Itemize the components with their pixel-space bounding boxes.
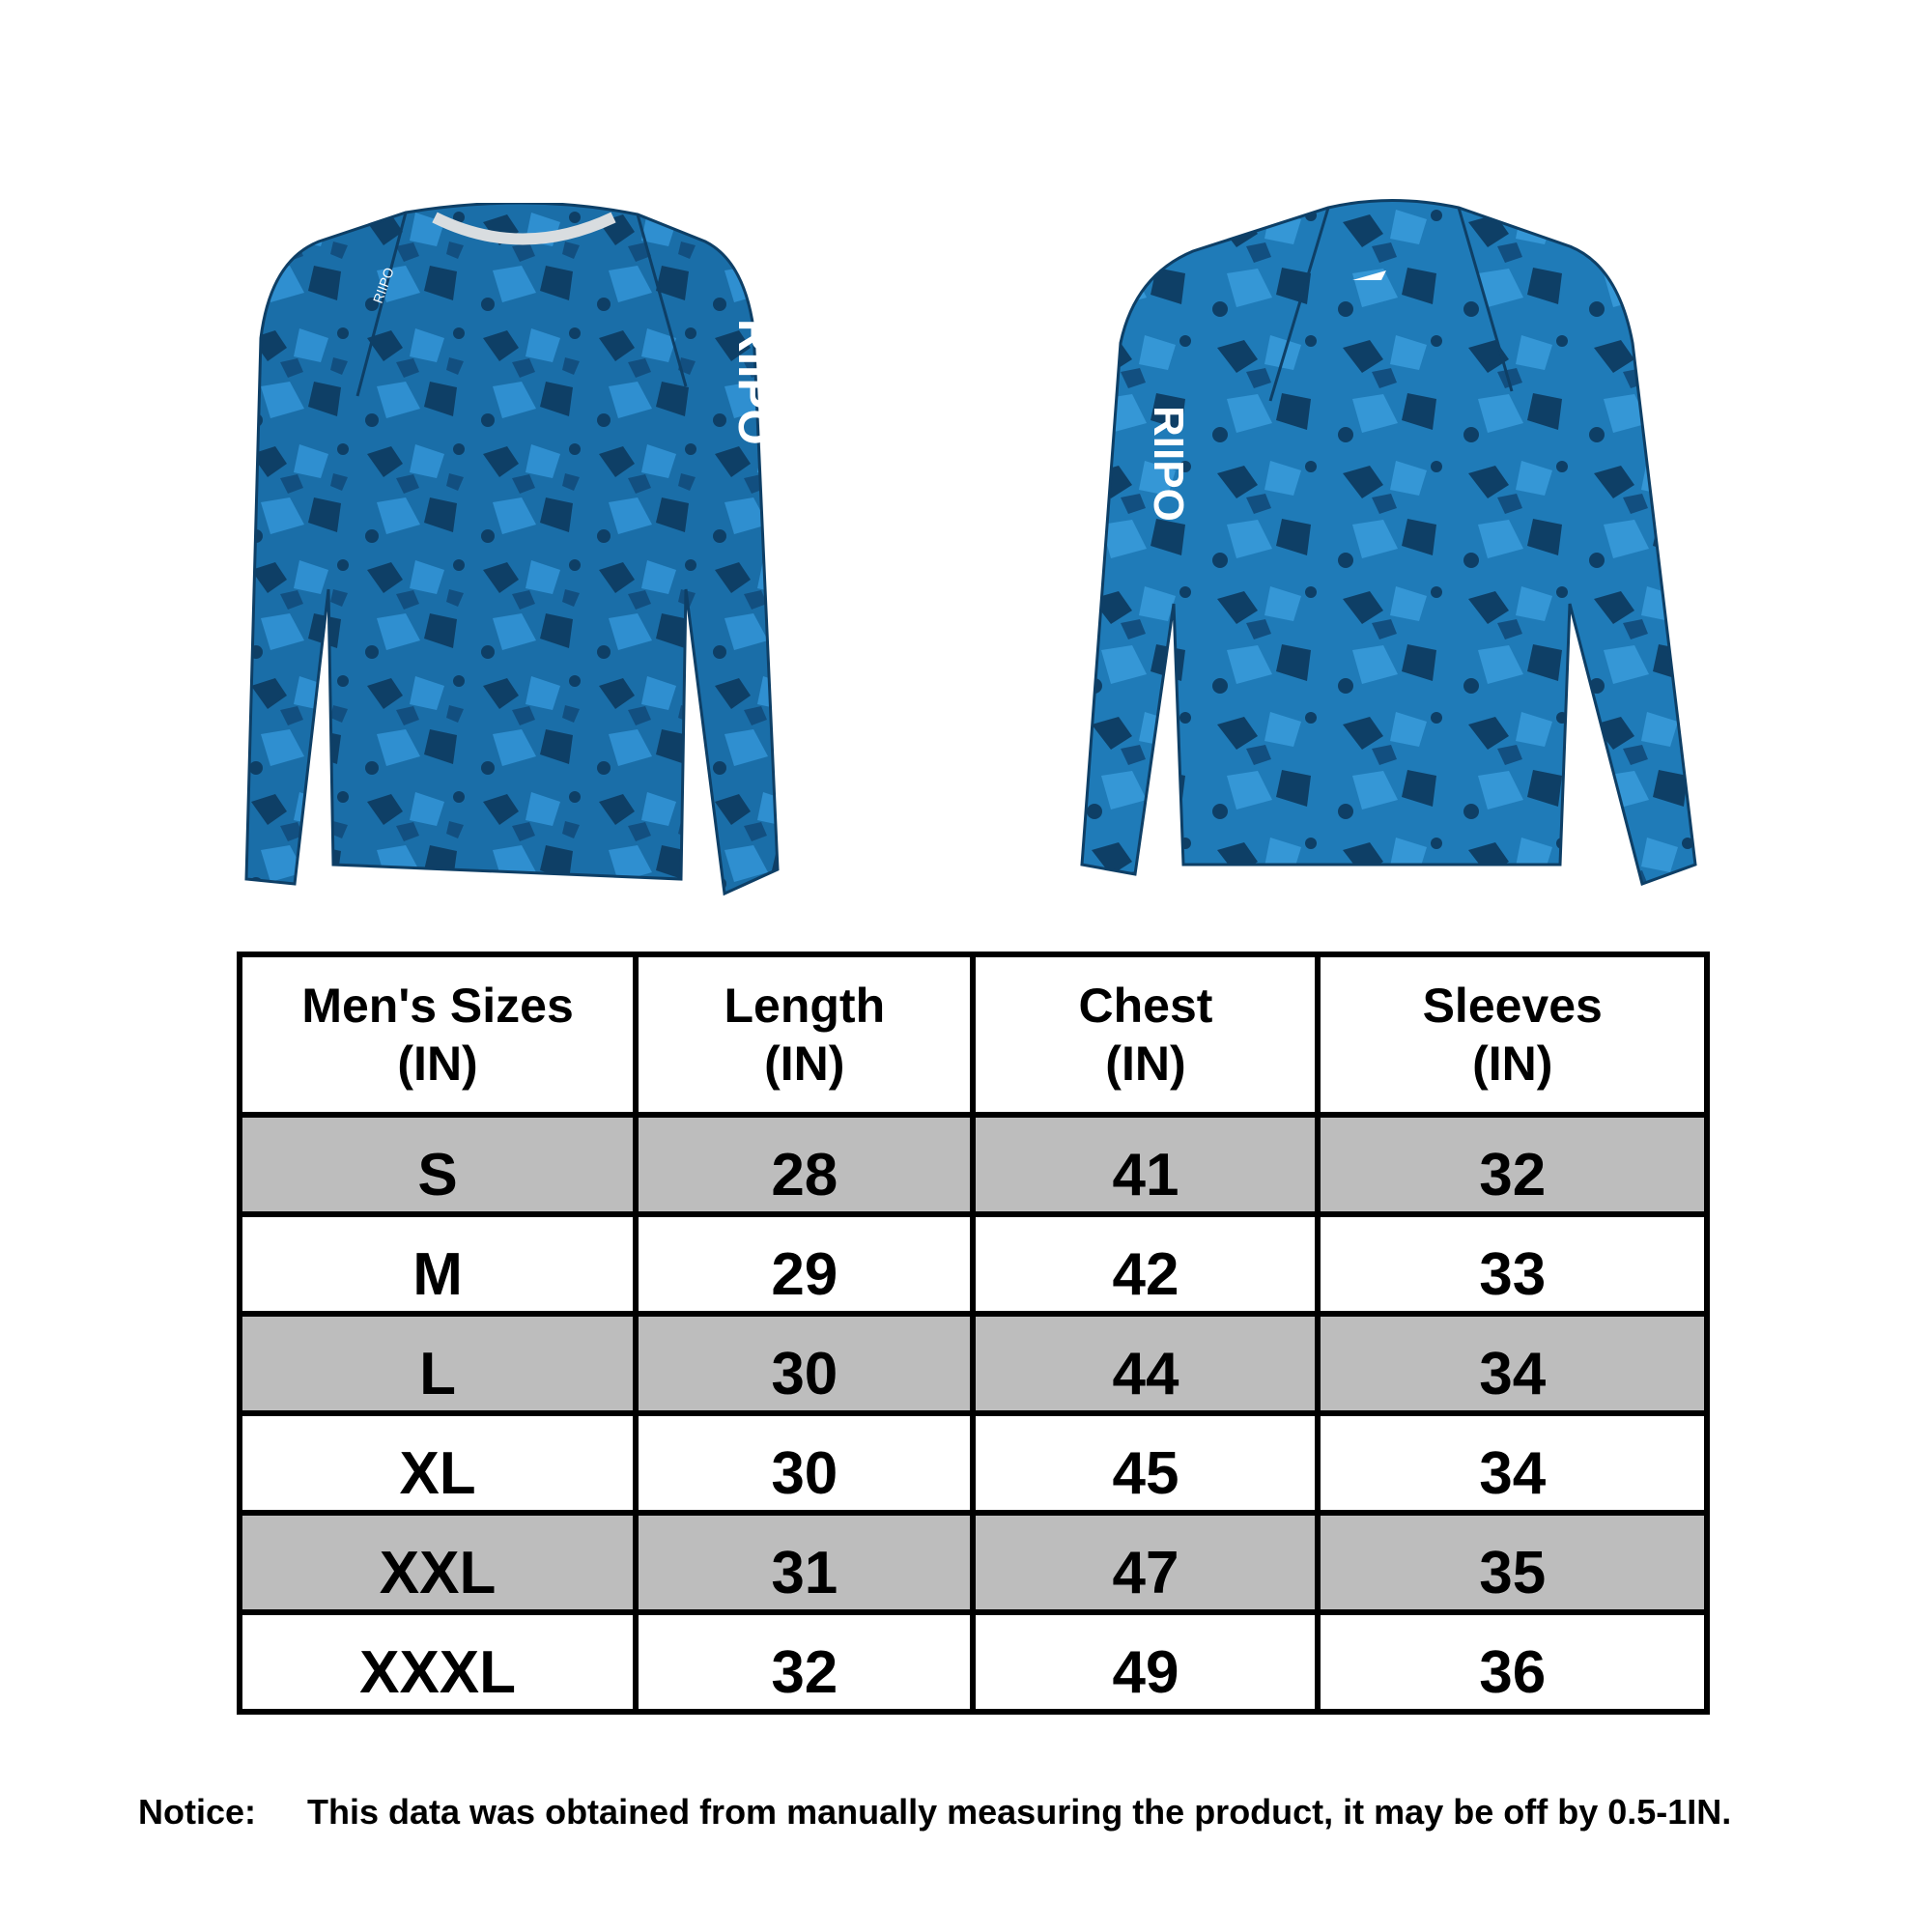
- header-sleeves: Sleeves (IN): [1318, 954, 1707, 1115]
- sleeves-cell: 32: [1318, 1115, 1707, 1214]
- chest-cell: 44: [973, 1314, 1318, 1413]
- shirt-back-image: [1077, 198, 1705, 894]
- size-cell: M: [240, 1214, 636, 1314]
- size-cell: XXL: [240, 1513, 636, 1612]
- length-cell: 32: [636, 1612, 973, 1712]
- sleeves-cell: 35: [1318, 1513, 1707, 1612]
- shirt-back-icon: [1077, 198, 1705, 894]
- size-cell: S: [240, 1115, 636, 1214]
- chest-cell: 45: [973, 1413, 1318, 1513]
- sleeves-cell: 36: [1318, 1612, 1707, 1712]
- length-cell: 30: [636, 1314, 973, 1413]
- header-chest: Chest (IN): [973, 954, 1318, 1115]
- svg-text:RIIPO: RIIPO: [369, 265, 397, 306]
- svg-text:RIIPO: RIIPO: [728, 319, 780, 445]
- header-sizes: Men's Sizes (IN): [240, 954, 636, 1115]
- chest-cell: 49: [973, 1612, 1318, 1712]
- table-row: [240, 1413, 1707, 1513]
- table-row: [240, 1115, 1707, 1214]
- size-chart-table: [237, 952, 1710, 1715]
- notice-label: Notice:: [138, 1792, 257, 1832]
- table-row: [240, 1214, 1707, 1314]
- chest-cell: 41: [973, 1115, 1318, 1214]
- length-cell: 28: [636, 1115, 973, 1214]
- shirt-front-image: [242, 203, 811, 908]
- notice-text: This data was obtained from manually measuring the product, it may be off by 0.5-1IN.: [307, 1792, 1732, 1832]
- svg-text:RIIPO: RIIPO: [1145, 406, 1192, 522]
- table-row: [240, 1513, 1707, 1612]
- table-row: [240, 1612, 1707, 1712]
- sleeves-cell: 34: [1318, 1413, 1707, 1513]
- size-cell: XXXL: [240, 1612, 636, 1712]
- table-row: [240, 1314, 1707, 1413]
- length-cell: 31: [636, 1513, 973, 1612]
- size-cell: L: [240, 1314, 636, 1413]
- sleeves-cell: 33: [1318, 1214, 1707, 1314]
- shirt-front-icon: [242, 203, 811, 908]
- length-cell: 29: [636, 1214, 973, 1314]
- notice-line: [138, 1792, 1877, 1833]
- header-length: Length (IN): [636, 954, 973, 1115]
- table-header-row: [240, 954, 1707, 1115]
- sleeves-cell: 34: [1318, 1314, 1707, 1413]
- size-cell: XL: [240, 1413, 636, 1513]
- length-cell: 30: [636, 1413, 973, 1513]
- chest-cell: 42: [973, 1214, 1318, 1314]
- chest-cell: 47: [973, 1513, 1318, 1612]
